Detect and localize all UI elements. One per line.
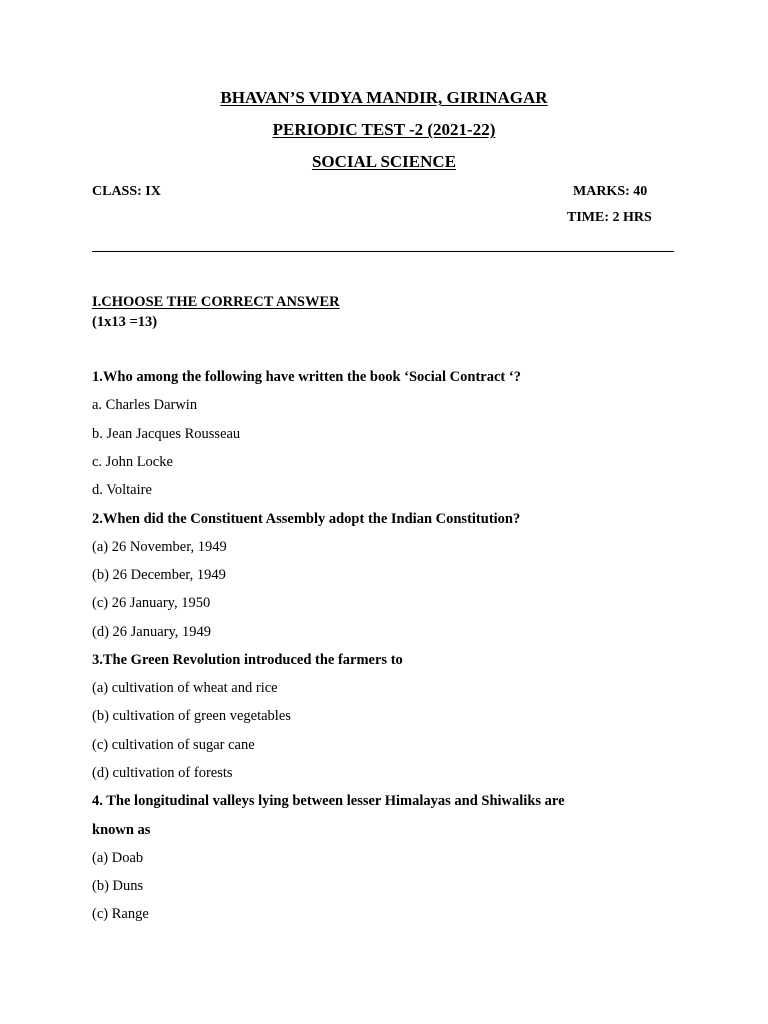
divider-line: [92, 251, 674, 252]
question-2-option-b: (b) 26 December, 1949: [92, 567, 226, 583]
question-2: 2.When did the Constituent Assembly adopt the Indian Constitution?: [92, 511, 521, 527]
question-3-option-b: (b) cultivation of green vegetables: [92, 708, 291, 724]
question-4-option-a: (a) Doab: [92, 850, 144, 866]
question-4-option-b: (b) Duns: [92, 878, 144, 894]
section-title: I.CHOOSE THE CORRECT ANSWER: [92, 294, 340, 310]
test-title: PERIODIC TEST -2 (2021-22): [272, 120, 496, 139]
question-2-option-a: (a) 26 November, 1949: [92, 539, 227, 555]
subject-title: SOCIAL SCIENCE: [311, 152, 457, 171]
question-4: 4. The longitudinal valleys lying between lesser Himalayas and Shiwaliks are: [92, 793, 565, 809]
question-3-option-c: (c) cultivation of sugar cane: [92, 737, 255, 753]
question-1-option-b: b. Jean Jacques Rousseau: [92, 426, 241, 442]
question-4-continued: known as: [92, 822, 151, 838]
question-1-option-a: a. Charles Darwin: [92, 397, 198, 413]
question-3-option-a: (a) cultivation of wheat and rice: [92, 680, 278, 696]
school-name: BHAVAN’S VIDYA MANDIR, GIRINAGAR: [220, 88, 548, 107]
question-2-option-c: (c) 26 January, 1950: [92, 595, 211, 611]
question-3-option-d: (d) cultivation of forests: [92, 765, 233, 781]
question-1: 1.Who among the following have written the book ‘Social Contract ‘?: [92, 369, 521, 385]
question-4-option-c: (c) Range: [92, 906, 149, 922]
section-marks: (1x13 =13): [92, 314, 158, 330]
question-3: 3.The Green Revolution introduced the farmers to: [92, 652, 403, 668]
question-1-option-c: c. John Locke: [92, 454, 173, 470]
class-label: CLASS: IX: [92, 184, 161, 199]
question-1-option-d: d. Voltaire: [92, 482, 152, 498]
question-2-option-d: (d) 26 January, 1949: [92, 624, 212, 640]
time-label: TIME: 2 HRS: [567, 210, 652, 225]
marks-label: MARKS: 40: [573, 184, 648, 199]
